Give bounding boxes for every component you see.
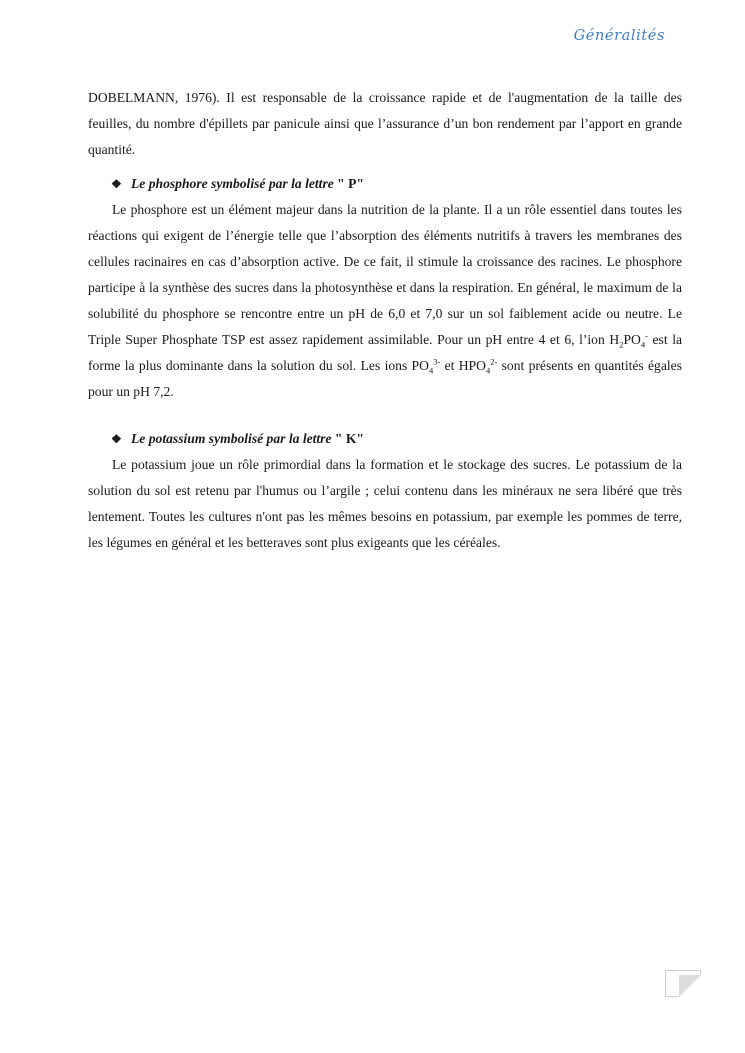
phosphore-heading — [88, 171, 682, 197]
potassium-heading-label: Le potassium symbolisé par la lettre — [131, 431, 332, 446]
page-number-box — [665, 970, 701, 997]
phosphore-text-part4: sont présents en quantités égales pour un pH 7,2. — [88, 358, 682, 399]
document-body — [88, 85, 682, 556]
potassium-heading-letter: " K" — [331, 431, 364, 446]
ion-text: PO — [623, 332, 641, 347]
phosphore-heading-label: Le phosphore symbolisé par la lettre — [131, 176, 334, 191]
running-header-title: Généralités — [573, 28, 665, 44]
ion-superscript: 3- — [433, 356, 441, 367]
phosphore-heading-letter: " P" — [333, 176, 364, 191]
potassium-heading — [88, 426, 682, 452]
diamond-bullet-icon: ❖ — [111, 177, 122, 191]
spacer — [88, 405, 682, 426]
phosphore-text-part2: est la forme la plus dominante dans la solution du sol. Les ions PO — [88, 332, 682, 373]
page-number: 10 — [678, 976, 688, 987]
phosphore-text-part1: Le phosphore est un élément majeur dans la nutrition de la plante. Il a un rôle essentiel dans toutes les réactions qui exigent de l’énergie telle que l’absorption des éléments nutritifs à travers les membranes des cellules racinaires en cas d’absorption active. De ce fait, il stimule la croissance des racines. Le phosphore participe à la synthèse des sucres dans la photosynthèse et dans la respiration. En général, le maximum de la solubilité du phosphore se rencontre entre un pH de 6,0 et 7,0 sur un sol faiblement acide ou neutre. Le Triple Super Phosphate TSP est assez rapidement assimilable. Pour un pH entre 4 et 6, l’ion H — [88, 202, 682, 347]
potassium-paragraph: Le potassium joue un rôle primordial dans la formation et le stockage des sucres. Le potassium de la solution du sol est retenu par l'humus ou l’argile ; celui contenu dans les minéraux ne sera libéré que très lentement. Toutes les cultures n'ont pas les mêmes besoins en potassium, par exemple les pommes de terre, les légumes en général et les betteraves sont plus exigeants que les céréales. — [88, 457, 682, 550]
page-curl-icon — [679, 975, 701, 997]
phosphore-text-part3: et HPO — [440, 358, 486, 373]
diamond-bullet-icon: ❖ — [111, 432, 122, 446]
ion-subscript: 4 — [485, 365, 491, 376]
ion-subscript: 2 — [619, 339, 624, 350]
phosphore-paragraph — [88, 197, 682, 405]
ion-subscript: 4 — [428, 365, 434, 376]
intro-paragraph: DOBELMANN, 1976). Il est responsable de la croissance rapide et de l'augmentation de la taille des feuilles, du nombre d'épillets par panicule ainsi que l’assurance d’un bon rendement par l’apport en grande quantité. — [88, 90, 682, 157]
ion-superscript: - — [645, 330, 648, 341]
ion-superscript: 2- — [490, 356, 498, 367]
ion-subscript: 4 — [640, 339, 646, 350]
spacer — [88, 163, 682, 171]
